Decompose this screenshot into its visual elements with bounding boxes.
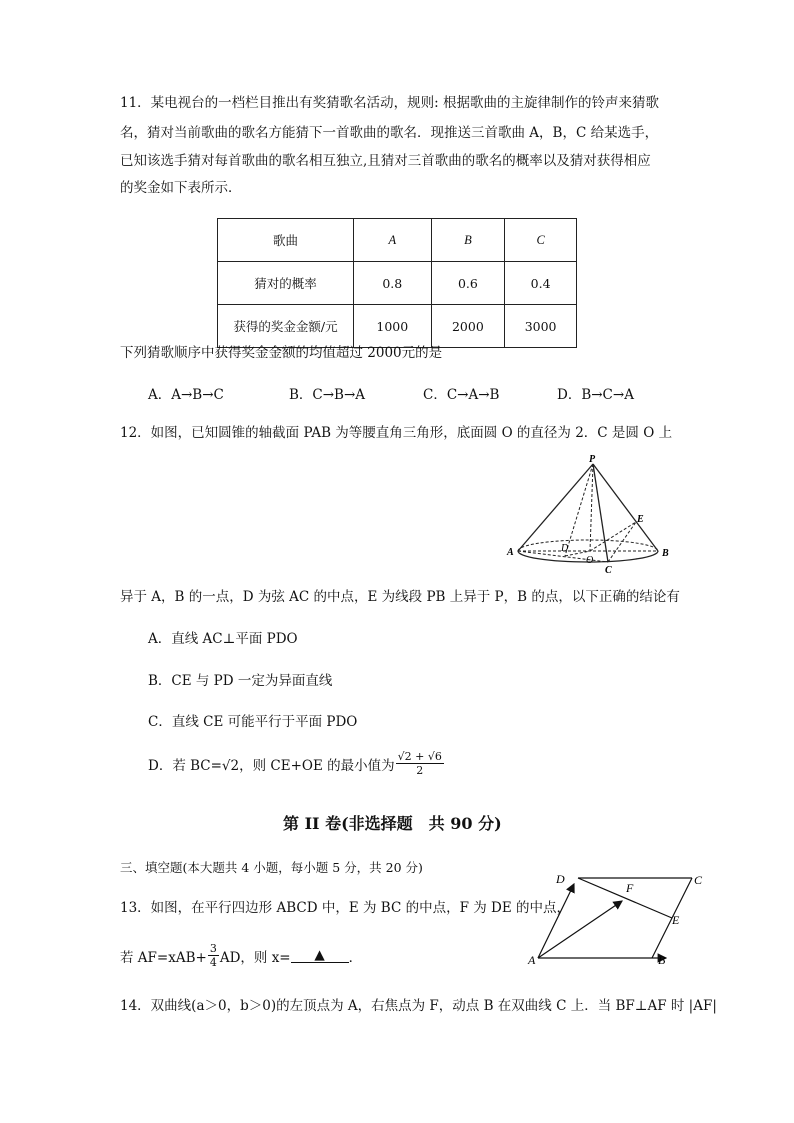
label-F: F <box>626 881 634 895</box>
q12-option-d <box>148 750 445 777</box>
table-header-cell: A <box>354 219 432 262</box>
q11-line-1: 11．某电视台的一档栏目推出有奖猜歌名活动，规则: 根据歌曲的主旋律制作的铃声来猜歌 <box>120 95 660 111</box>
vector-AD <box>538 884 574 958</box>
q12-option-a: A．直线 AC⊥平面 PDO <box>148 631 298 647</box>
table-cell: 猜对的概率 <box>218 262 354 305</box>
fraction-numerator: 3 <box>209 942 217 955</box>
label-P: P <box>589 454 596 465</box>
q11-line-2: 名，猜对当前歌曲的歌名方能猜下一首歌曲的歌名．现推送三首歌曲 A，B，C 给某选手， <box>120 125 659 141</box>
label-B: B <box>658 953 666 967</box>
fraction-numerator: √2 + √6 <box>397 750 442 763</box>
cone-figure <box>505 452 680 574</box>
label-D: D <box>556 872 565 886</box>
answer-blank[interactable]: ▲ <box>291 948 349 963</box>
q14-line-1: 14．双曲线(a＞0，b＞0)的左顶点为 A，右焦点为 F，动点 B 在双曲线 C 上．当 BF⊥AF 时 |AF| <box>120 998 717 1014</box>
table-cell: 1000 <box>354 305 432 348</box>
q13-text-mid: AD，则 x= <box>219 949 291 966</box>
label-E: E <box>672 913 680 927</box>
fraction-denominator: 2 <box>416 764 424 777</box>
segment-PD <box>565 464 593 556</box>
table-cell: 0.6 <box>431 262 505 305</box>
label-C: C <box>694 873 703 887</box>
table-header-cell: C <box>505 219 577 262</box>
edge-PA <box>518 464 593 551</box>
segment-DE <box>578 878 672 918</box>
label-C: C <box>605 565 612 574</box>
label-E: E <box>637 514 644 525</box>
q12-line-1: 12．如图，已知圆锥的轴截面 PAB 为等腰直角三角形，底面圆 O 的直径为 2．C 是圆 O 上 <box>120 425 673 441</box>
q12-option-d-fraction <box>396 750 444 777</box>
q11-option-a: A．A→B→C <box>148 387 224 403</box>
q11-line-4: 的奖金如下表所示． <box>120 180 242 196</box>
q12-line-2: 异于 A，B 的一点，D 为弦 AC 的中点，E 为线段 PB 上异于 P，B 的点，以下正确的结论有 <box>120 589 680 605</box>
label-A: A <box>507 547 514 558</box>
table-header-cell: B <box>431 219 505 262</box>
table-cell: 0.4 <box>505 262 577 305</box>
table-row <box>218 305 577 348</box>
q13-fraction <box>208 942 219 969</box>
vector-AF <box>538 901 622 958</box>
q12-option-b: B．CE 与 PD 一定为异面直线 <box>148 673 333 689</box>
prize-table <box>217 218 577 348</box>
table-cell: 获得的奖金金额/元 <box>218 305 354 348</box>
q11-option-b: B．C→B→A <box>289 387 366 403</box>
section-subheading: 三、填空题(本大题共 4 小题，每小题 5 分，共 20 分) <box>120 860 423 875</box>
section-heading: 第 II 卷(非选择题 共 90 分) <box>283 814 502 833</box>
q12-option-c: C．直线 CE 可能平行于平面 PDO <box>148 714 358 730</box>
fraction-denominator: 4 <box>209 956 217 969</box>
edge-PB <box>593 464 658 551</box>
table-cell: 0.8 <box>354 262 432 305</box>
label-D: D <box>561 543 569 554</box>
table-cell: 3000 <box>505 305 577 348</box>
q11-option-c: C．C→A→B <box>423 387 500 403</box>
height-PO <box>590 464 593 551</box>
q13-text-prefix: 若 AF=xAB+ <box>120 949 207 966</box>
segment-OE <box>590 522 636 551</box>
table-header-cell: 歌曲 <box>218 219 354 262</box>
q13-line-2 <box>120 942 362 969</box>
q13-text-end: ． <box>348 949 363 966</box>
q11-line-3: 已知该选手猜对每首歌曲的歌名相互独立,且猜对三首歌曲的歌名的概率以及猜对获得相应 <box>120 153 651 169</box>
label-B: B <box>662 548 669 559</box>
table-row <box>218 262 577 305</box>
label-A: A <box>528 953 536 967</box>
parallelogram-figure <box>526 868 712 968</box>
cone-base-back <box>518 540 658 551</box>
q13-line-1: 13．如图，在平行四边形 ABCD 中，E 为 BC 的中点，F 为 DE 的中点， <box>120 900 570 916</box>
table-cell: 2000 <box>431 305 505 348</box>
label-O: O <box>586 555 594 566</box>
table-header-row <box>218 219 577 262</box>
q11-option-d: D．B→C→A <box>557 387 634 403</box>
q11-question: 下列猜歌顺序中获得奖金金额的均值超过 2000元的是 <box>120 345 443 361</box>
cone-base-mask <box>518 540 658 551</box>
q12-option-d-text: D．若 BC=√2，则 CE+OE 的最小值为 <box>148 757 395 774</box>
